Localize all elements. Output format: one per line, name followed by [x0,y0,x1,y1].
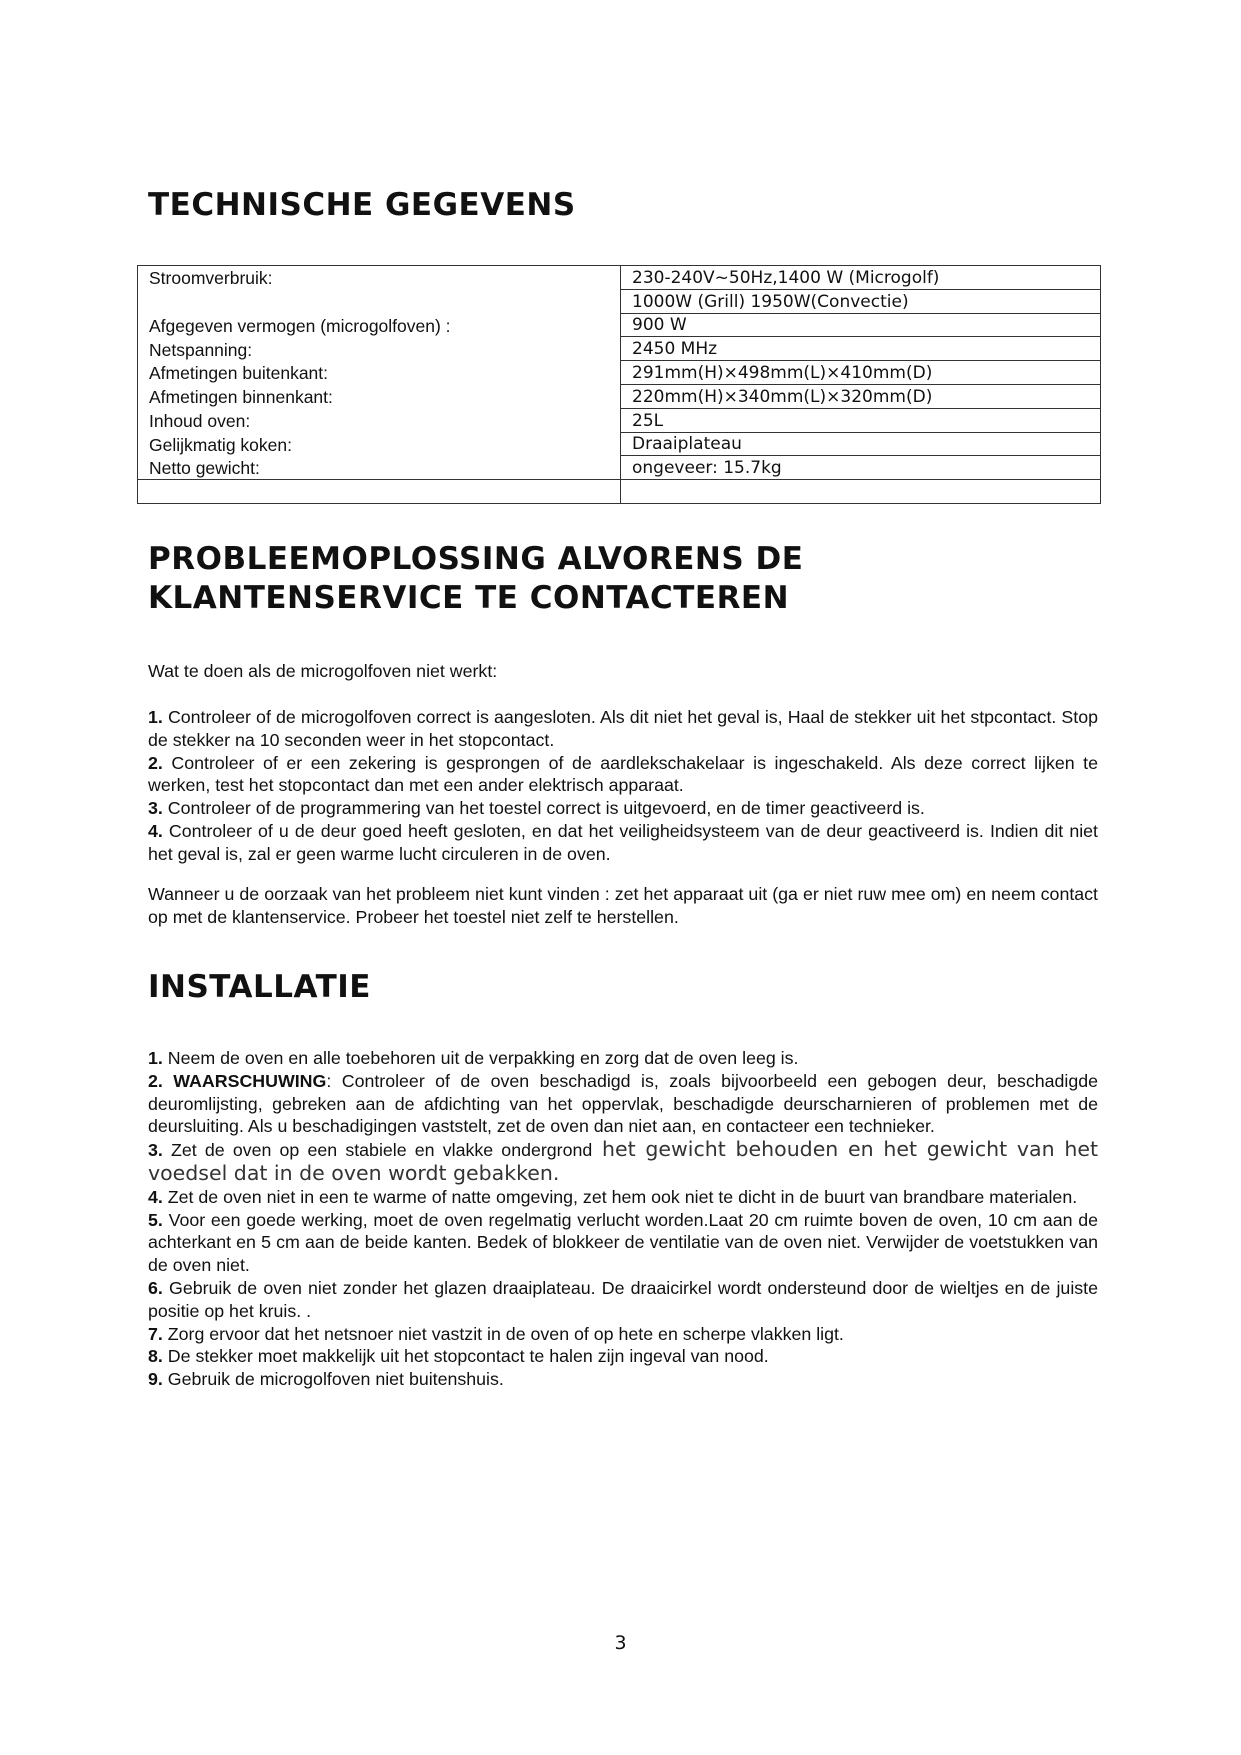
item-text-large: het gewicht behouden en het gewicht van het voedsel dat in de oven wordt gebakken. [148,1137,1098,1185]
list-item [148,1070,1098,1138]
spec-value: Draaiplateau [621,432,1101,456]
list-item [148,1138,1098,1186]
spec-label [138,289,621,313]
spec-value: 25L [621,408,1101,432]
item-number: 1. [148,1048,163,1068]
table-row [138,408,1101,432]
table-row [138,432,1101,456]
list-item [148,1209,1098,1277]
troubleshooting-heading [148,540,1048,618]
item-number: 7. [148,1323,163,1344]
item-text: Controleer of er een zekering is gesprongen of de aardlekschakelaar is ingeschakeld. Als deze correct lijken te werken, test het stopcontact dan met een ander elektrisch apparaat. [148,752,1098,796]
spec-label: Afmetingen buitenkant: [138,361,621,385]
spec-value: 900 W [621,313,1101,337]
table-row [138,480,1101,504]
table-row [138,337,1101,361]
spec-value: 291mm(H)×498mm(L)×410mm(D) [621,361,1101,385]
list-item [148,1047,1098,1070]
troubleshooting-heading-line2: KLANTENSERVICE TE CONTACTEREN [148,579,790,616]
spec-value: 1000W (Grill) 1950W(Convectie) [621,289,1101,313]
item-text: Zet de oven op een stabiele en vlakke ondergrond [162,1140,593,1161]
spec-table [137,265,1101,504]
spec-value: ongeveer: 15.7kg [621,456,1101,480]
item-text: De stekker moet makkelijk uit het stopcontact te halen zijn ingeval van nood. [162,1346,769,1367]
spec-value [621,480,1101,504]
item-number: 2. [148,752,163,773]
item-text: Controleer of de microgolfoven correct is aangesloten. Als dit niet het geval is, Haal de stekker uit het stpcontact. Stop de stekker na 10 seconden weer in het stopcontact. [148,707,1098,750]
item-text: Zet de oven niet in een te warme of natte omgeving, zet hem ook niet te dicht in de buurt van brandbare materialen. [162,1186,1078,1207]
item-number: 1. [148,707,163,727]
spec-value: 220mm(H)×340mm(L)×320mm(D) [621,384,1101,408]
spec-label: Afgegeven vermogen (microgolfoven) : [138,313,621,337]
list-item [148,1323,1098,1346]
item-number: 5. [148,1209,163,1230]
list-item [148,820,1098,866]
list-item [148,1345,1098,1368]
table-row [138,384,1101,408]
technical-data-heading: TECHNISCHE GEGEVENS [148,187,576,223]
list-item [148,797,1098,820]
table-row [138,456,1101,480]
item-number: 3. [148,1140,163,1161]
item-number: 9. [148,1369,163,1390]
page-number: 3 [614,1632,627,1654]
troubleshooting-list [148,706,1098,866]
item-number: 6. [148,1277,163,1298]
item-number: 3. [148,798,163,819]
list-item [148,1186,1098,1209]
list-item [148,1277,1098,1323]
item-text: : Controleer of de oven beschadigd is, zoals bijvoorbeeld een gebogen deur, beschadigde deuromlijsting, gebreken aan de afdichting van het oppervlak, beschadigde deurscharnieren of problemen met de deursluiting. Als u beschadigingen vaststelt, zet de oven dan niet aan, en contacteer een technieker. [148,1070,1098,1137]
table-row [138,266,1101,290]
troubleshooting-intro: Wat te doen als de microgolfoven niet werkt: [148,661,498,681]
item-text: Voor een goede werking, moet de oven regelmatig verlucht worden.Laat 20 cm ruimte boven de oven, 10 cm aan de achterkant en 5 cm aan de beide kanten. Bedek of blokkeer de ventilatie van de oven niet. Verwijder de voetstukken van de oven niet. [148,1209,1098,1276]
item-text: Zorg ervoor dat het netsnoer niet vastzit in de oven of op hete en scherpe vlakken ligt. [162,1323,844,1344]
item-text: Gebruik de oven niet zonder het glazen draaiplateau. De draaicirkel wordt ondersteund door de wieltjes en de juiste positie op het kruis. . [148,1277,1098,1321]
table-row [138,289,1101,313]
installation-list [148,1047,1098,1391]
item-text: Gebruik de microgolfoven niet buitenshuis. [162,1369,504,1390]
item-number: 4. [148,1186,163,1207]
table-row [138,361,1101,385]
spec-label: Inhoud oven: [138,408,621,432]
troubleshooting-heading-line1: PROBLEEMOPLOSSING ALVORENS DE [148,541,804,577]
list-item [148,1368,1098,1391]
spec-label: Netspanning: [138,337,621,361]
spec-value: 230-240V~50Hz,1400 W (Microgolf) [621,266,1101,290]
spec-value: 2450 MHz [621,337,1101,361]
spec-label [138,480,621,504]
list-item [148,706,1098,752]
list-item [148,752,1098,798]
spec-label: Gelijkmatig koken: [138,432,621,456]
table-row [138,313,1101,337]
item-text: Controleer of u de deur goed heeft gesloten, en dat het veiligheidsysteem van de deur geactiveerd is. Indien dit niet het geval is, zal er geen warme lucht circuleren in de oven. [148,820,1098,864]
spec-label: Stroomverbruik: [138,266,621,290]
item-number: 4. [148,820,163,841]
installation-heading: INSTALLATIE [148,969,371,1005]
item-number: 2. WAARSCHUWING [148,1070,327,1091]
spec-label: Netto gewicht: [138,456,621,480]
troubleshooting-closing: Wanneer u de oorzaak van het probleem niet kunt vinden : zet het apparaat uit (ga er niet ruw mee om) en neem contact op met de klantenservice. Probeer het toestel niet zelf te herstellen. [148,884,1098,927]
item-text: Neem de oven en alle toebehoren uit de verpakking en zorg dat de oven leeg is. [162,1048,799,1068]
item-number: 8. [148,1346,163,1367]
item-text: Controleer of de programmering van het toestel correct is uitgevoerd, en de timer geactiveerd is. [162,798,925,819]
spec-label: Afmetingen binnenkant: [138,384,621,408]
